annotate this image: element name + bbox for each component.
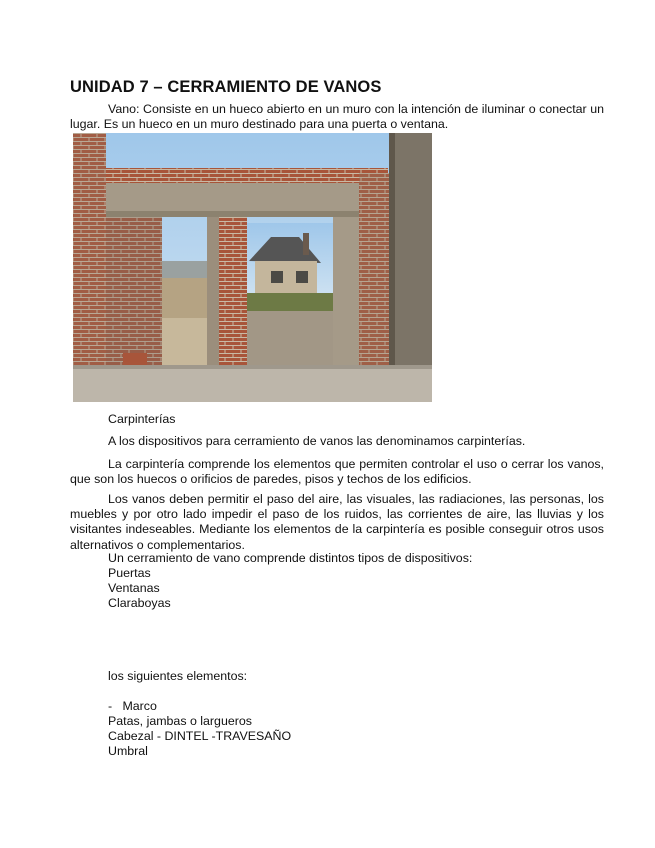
element-item: Cabezal - DINTEL -TRAVESAÑO	[108, 729, 292, 743]
elements-intro: los siguientes elementos:	[108, 669, 248, 683]
paragraph-2: La carpintería comprende los elementos que permiten controlar el uso o cerrar los vanos, que son los huecos o orificios de paredes, pisos y techos de los edificios.	[70, 457, 604, 487]
element-item: Patas, jambas o largueros	[108, 714, 252, 728]
construction-photo-illustration	[73, 133, 432, 402]
device-item: Claraboyas	[108, 596, 171, 610]
page-title: UNIDAD 7 – CERRAMIENTO DE VANOS	[70, 78, 382, 96]
device-item: Ventanas	[108, 581, 160, 595]
element-item: Umbral	[108, 744, 148, 758]
devices-intro: Un cerramiento de vano comprende distintos tipos de dispositivos:	[108, 551, 473, 565]
intro-paragraph: Vano: Consiste en un hueco abierto en un muro con la intención de iluminar o conectar un lugar. Es un hueco en un muro destinado para una puerta o ventana.	[70, 102, 604, 132]
element-item: - Marco	[108, 699, 157, 713]
construction-photo	[73, 133, 432, 402]
section-heading: Carpinterías	[108, 412, 176, 426]
device-item: Puertas	[108, 566, 151, 580]
paragraph-3: Los vanos deben permitir el paso del aire, las visuales, las radiaciones, las personas, los muebles y por otro lado impedir el paso de los ruidos, las corrientes de aire, las lluvias y los visitantes indeseables. Mediante los elementos de la carpintería es posible conseguir otros usos alternativos o complementarios.	[70, 492, 604, 552]
paragraph-1: A los dispositivos para cerramiento de vanos las denominamos carpinterías.	[108, 434, 526, 448]
